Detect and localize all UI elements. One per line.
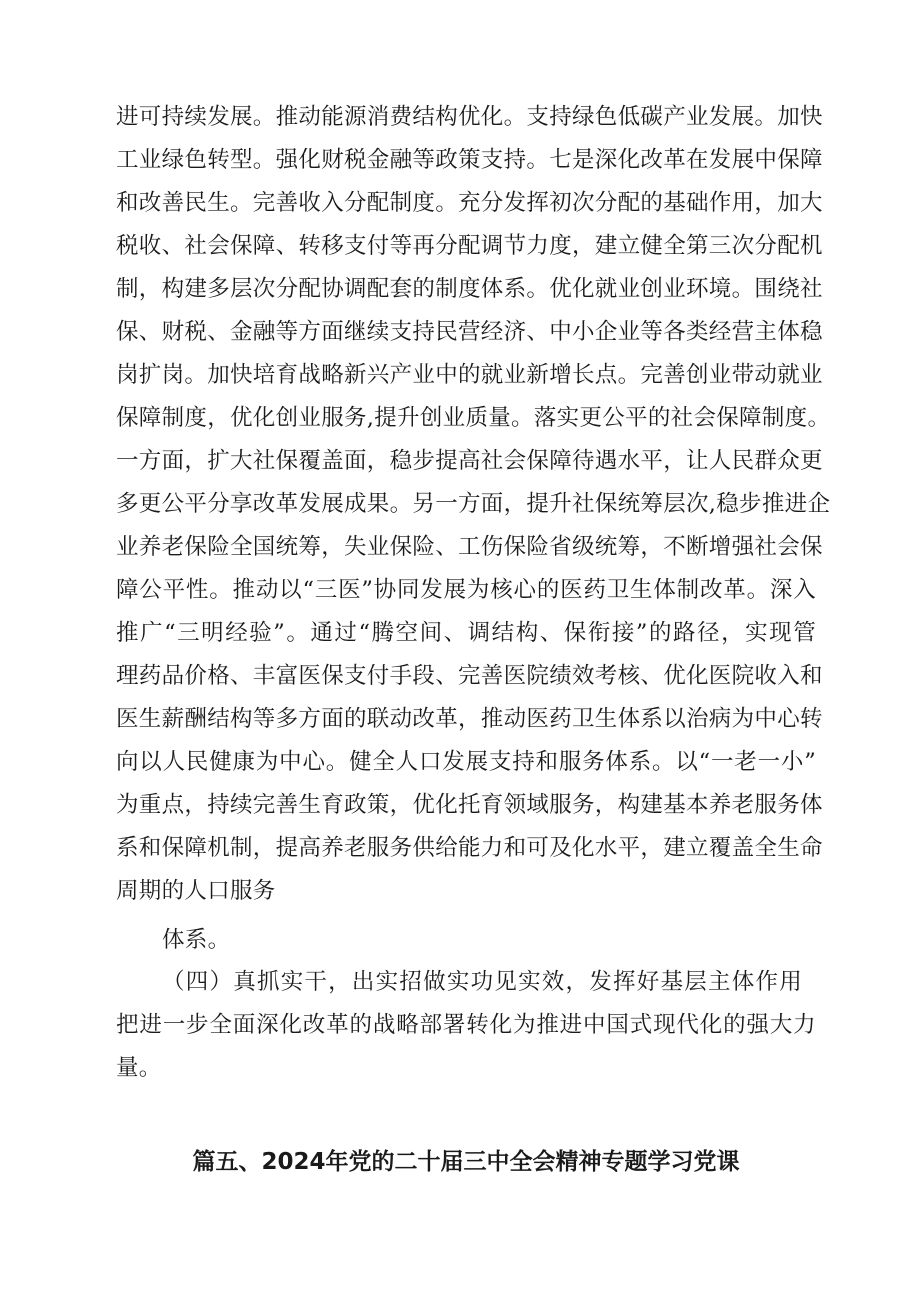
body-line: 向以人民健康为中心。健全人口发展支持和服务体系。以“一老一小” <box>116 749 816 775</box>
section-four-heading-line: （四）真抓实干，出实招做实功见实效，发挥好基层主体作用 <box>162 969 802 995</box>
body-line: 保、财税、金融等方面继续支持民营经济、中小企业等各类经营主体稳 <box>116 319 823 345</box>
body-line: 岗扩岗。加快培育战略新兴产业中的就业新增长点。完善创业带动就业 <box>116 362 823 388</box>
body-line: 工业绿色转型。强化财税金融等政策支持。七是深化改革在发展中保障 <box>116 147 823 173</box>
body-line: 一方面，扩大社保覆盖面，稳步提高社会保障待遇水平，让人民群众更 <box>116 448 823 474</box>
body-line: 税收、社会保障、转移支付等再分配调节力度，建立健全第三次分配机 <box>116 233 823 259</box>
body-line: 进可持续发展。推动能源消费结构优化。支持绿色低碳产业发展。加快 <box>116 104 823 130</box>
next-article-title: 篇五、2024年党的二十届三中全会精神专题学习党课 <box>192 1149 740 1175</box>
body-line: 理药品价格、丰富医保支付手段、完善医院绩效考核、优化医院收入和 <box>116 663 823 689</box>
body-line: 和改善民生。完善收入分配制度。充分发挥初次分配的基础作用，加大 <box>116 190 823 216</box>
body-line: 医生薪酬结构等多方面的联动改革，推动医药卫生体系以治病为中心转 <box>116 706 823 732</box>
body-line: 系和保障机制，提高养老服务供给能力和可及化水平，建立覆盖全生命 <box>116 835 823 861</box>
section-four-text-end: 量。 <box>116 1055 162 1081</box>
body-line: 周期的人口服务 <box>116 878 276 904</box>
body-line: 障公平性。推动以“三医”协同发展为核心的医药卫生体制改革。深入 <box>116 577 816 603</box>
body-line: 推广“三明经验”。通过“腾空间、调结构、保衔接”的路径，实现管 <box>116 620 816 646</box>
body-line: 业养老保险全国统筹，失业保险、工伤保险省级统筹，不断增强社会保 <box>116 534 823 560</box>
body-line: 为重点，持续完善生育政策，优化托育领域服务，构建基本养老服务体 <box>116 792 823 818</box>
continuation-line: 体系。 <box>162 927 231 953</box>
body-line: 保障制度，优化创业服务,提升创业质量。落实更公平的社会保障制度。 <box>116 405 831 431</box>
body-line: 多更公平分享改革发展成果。另一方面，提升社保统筹层次,稳步推进企 <box>116 491 831 517</box>
section-four-text-line: 把进一步全面深化改革的战略部署转化为推进中国式现代化的强大力 <box>116 1012 816 1038</box>
body-line: 制，构建多层次分配协调配套的制度体系。优化就业创业环境。围绕社 <box>116 276 823 302</box>
